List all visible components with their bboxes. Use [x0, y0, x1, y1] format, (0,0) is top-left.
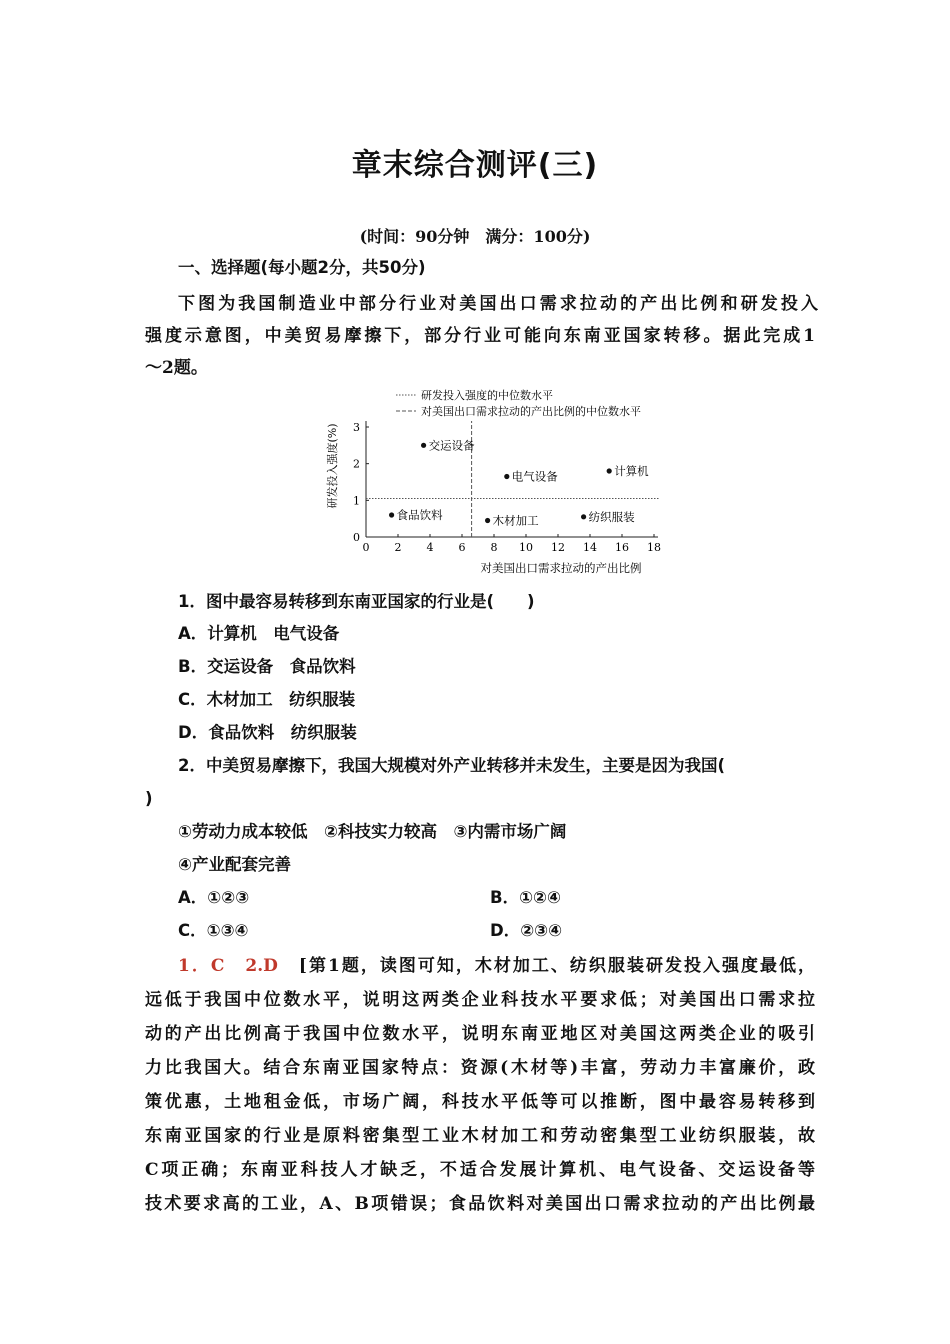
- x-tick-label-4: 8: [490, 541, 498, 554]
- point-0: [421, 443, 426, 448]
- intro-line-3: ～2题。: [145, 358, 208, 378]
- x-tick-label-8: 16: [615, 541, 629, 554]
- section-heading: 一、选择题(每小题2分，共50分): [178, 258, 426, 277]
- x-tick-label-3: 6: [458, 541, 466, 554]
- x-tick-label-7: 14: [583, 541, 597, 554]
- x-tick-label-9: 18: [647, 541, 661, 554]
- legend-label-1: 对美国出口需求拉动的产出比例的中位数水平: [421, 405, 641, 418]
- y-tick-label-1: 1: [353, 494, 360, 508]
- x-tick-label-1: 2: [394, 541, 402, 554]
- point-4: [485, 518, 490, 523]
- q1-option-a: A．计算机 电气设备: [178, 624, 340, 643]
- answer-line-4: 力比我国大。结合东南亚国家特点：资源(木材等)丰富，劳动力丰富廉价，政: [145, 1058, 815, 1078]
- q1-option-d: D．食品饮料 纺织服装: [178, 723, 357, 742]
- answer-line-5: 策优惠，土地租金低，市场广阔，科技水平低等可以推断，图中最容易转移到: [145, 1092, 815, 1112]
- y-tick-label-0: 0: [353, 531, 360, 544]
- x-tick-label-5: 10: [519, 541, 533, 554]
- q2-option-a: A．①②③: [178, 888, 250, 907]
- q1-option-c: C．木材加工 纺织服装: [178, 690, 356, 709]
- answer-line-7: C项正确；东南亚科技人才缺乏，不适合发展计算机、电气设备、交运设备等: [145, 1160, 815, 1180]
- point-label-3: 食品饮料: [396, 508, 443, 522]
- page-title: 章末综合测评(三): [351, 148, 599, 183]
- q2-stem-line-2: ): [145, 789, 153, 808]
- q1-stem: 1．图中最容易转移到东南亚国家的行业是( ): [178, 592, 535, 611]
- q1-option-b: B．交运设备 食品饮料: [178, 657, 356, 676]
- answer-key: 1．C 2.D: [178, 956, 278, 976]
- intro-line-2: 强度示意图，中美贸易摩擦下，部分行业可能向东南亚国家转移。据此完成1: [145, 326, 815, 346]
- x-tick-label-0: 0: [362, 541, 370, 554]
- x-tick-label-6: 12: [551, 541, 565, 554]
- exam-info: (时间：90分钟 满分：100分): [359, 227, 591, 246]
- q2-items-line-2: ④产业配套完善: [178, 855, 291, 874]
- y-tick-label-2: 2: [353, 457, 360, 471]
- q2-option-d: D．②③④: [490, 921, 563, 940]
- y-tick-label-3: 3: [353, 421, 360, 434]
- x-tick-label-2: 4: [426, 541, 434, 554]
- point-label-0: 交运设备: [428, 438, 475, 453]
- point-label-5: 纺织服装: [588, 509, 635, 524]
- answer-line-1: [178, 954, 815, 978]
- point-3: [389, 512, 394, 517]
- q2-stem-line-1: 2．中美贸易摩擦下，我国大规模对外产业转移并未发生，主要是因为我国(: [178, 756, 726, 775]
- point-5: [581, 514, 586, 519]
- answer-line-3: 动的产出比例高于我国中位数水平，说明东南亚地区对美国这两类企业的吸引: [145, 1024, 815, 1044]
- point-1: [504, 474, 509, 479]
- x-axis-label: 对美国出口需求拉动的产出比例: [480, 561, 642, 575]
- q2-items-line-1: ①劳动力成本较低 ②科技实力较高 ③内需市场广阔: [178, 822, 567, 841]
- y-axis-label: 研发投入强度(%): [326, 423, 339, 509]
- chart-legend: [396, 388, 641, 418]
- answer-text-1: [第1题，读图可知，木材加工、纺织服装研发投入强度最低，: [298, 956, 816, 976]
- answer-line-6: 东南亚国家的行业是原料密集型工业木材加工和劳动密集型工业纺织服装，故: [145, 1126, 815, 1146]
- point-label-1: 电气设备: [511, 469, 558, 484]
- q2-option-b: B．①②④: [490, 888, 561, 907]
- scatter-chart: [318, 382, 670, 582]
- answer-line-2: 远低于我国中位数水平，说明这两类企业科技水平要求低；对美国出口需求拉: [145, 990, 815, 1010]
- intro-line-1: 下图为我国制造业中部分行业对美国出口需求拉动的产出比例和研发投入: [178, 294, 818, 314]
- point-label-2: 计算机: [614, 464, 649, 478]
- legend-label-0: 研发投入强度的中位数水平: [421, 389, 553, 402]
- point-2: [607, 468, 612, 473]
- point-label-4: 木材加工: [492, 513, 539, 528]
- answer-line-8: 技术要求高的工业，A、B项错误；食品饮料对美国出口需求拉动的产出比例最: [145, 1194, 815, 1214]
- q2-option-c: C．①③④: [178, 921, 249, 940]
